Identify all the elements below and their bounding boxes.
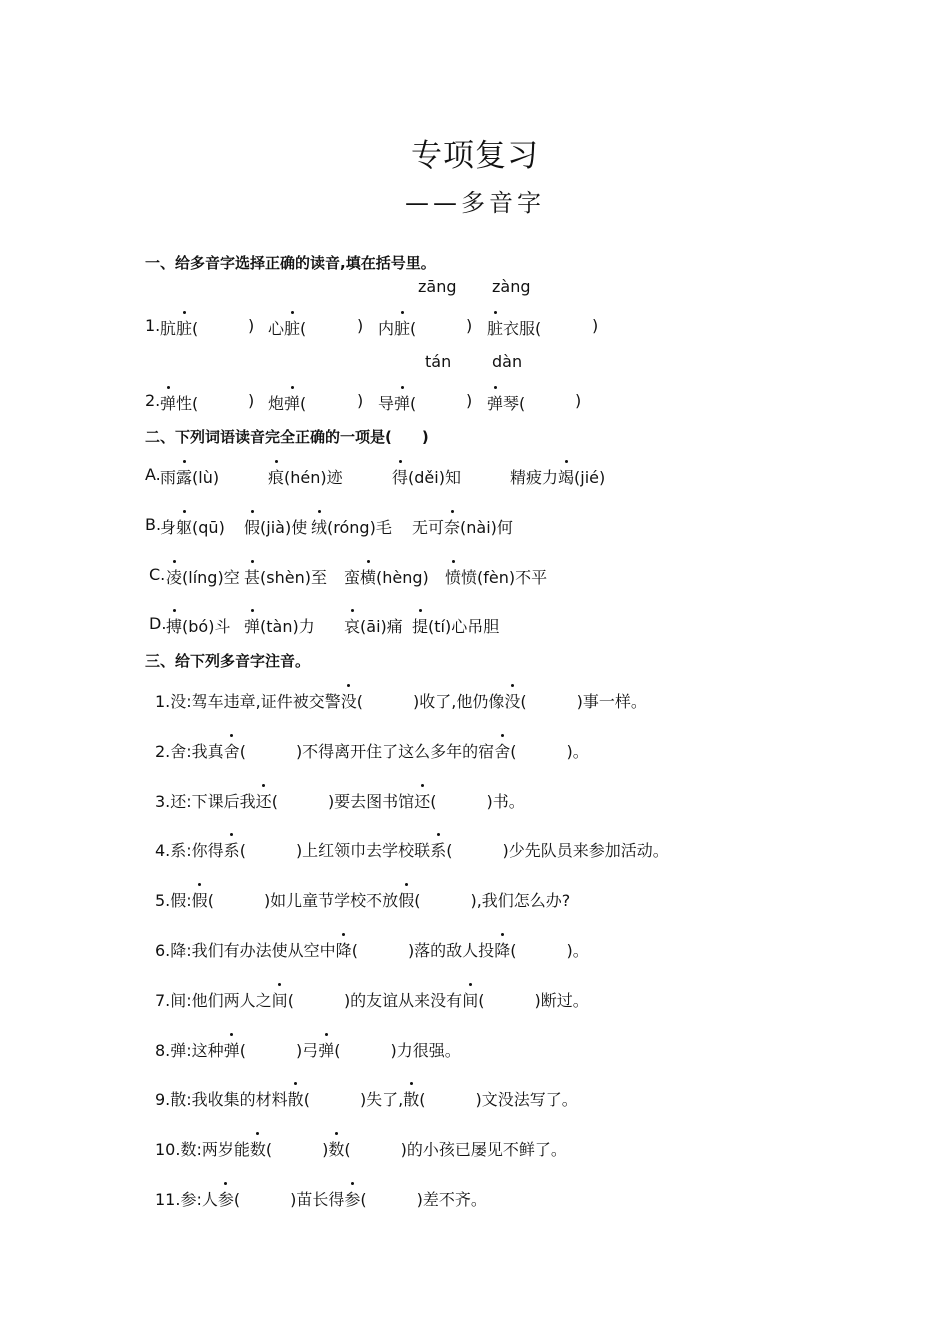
option-d-word-4: 提(tí)心吊胆 bbox=[412, 614, 499, 637]
q1-item-1: 肮脏( bbox=[160, 316, 198, 339]
q2-number: 2. bbox=[145, 391, 161, 410]
option-c-label: C. bbox=[149, 565, 166, 584]
option-c-word-1: 凌(líng)空 bbox=[166, 565, 240, 588]
q1-pinyin-1: zāng bbox=[418, 277, 457, 296]
q2-item-1: 弹性( bbox=[160, 391, 198, 414]
option-b-word-2: 假(jià)使 bbox=[244, 515, 307, 538]
q1-item-3: 内脏( bbox=[378, 316, 416, 339]
option-c-word-4: 愤愤(fèn)不平 bbox=[445, 565, 547, 588]
q3-item-6: 6.降:我们有办法使从空中降( )落的敌人投降( )。 bbox=[155, 938, 589, 961]
option-c-word-2: 甚(shèn)至 bbox=[244, 565, 327, 588]
q1-close-1: ) bbox=[248, 316, 255, 335]
q2-item-3: 导弹( bbox=[378, 391, 416, 414]
q2-close-3: ) bbox=[466, 391, 473, 410]
q2-item-4: 弹琴( bbox=[487, 391, 525, 414]
q3-item-3: 3.还:下课后我还( )要去图书馆还( )书。 bbox=[155, 789, 525, 812]
q3-item-10: 10.数:两岁能数( )数( )的小孩已屡见不鲜了。 bbox=[155, 1137, 567, 1160]
section2-heading: 二、下列词语读音完全正确的一项是( ) bbox=[145, 428, 429, 446]
q2-pinyin-1: tán bbox=[425, 352, 452, 371]
q2-close-4: ) bbox=[575, 391, 582, 410]
q3-item-4: 4.系:你得系( )上红领巾去学校联系( )少先队员来参加活动。 bbox=[155, 838, 669, 861]
option-a-word-2: 痕(hén)迹 bbox=[268, 465, 343, 488]
option-b-word-1: 身躯(qū) bbox=[160, 515, 225, 538]
q2-pinyin-2: dàn bbox=[492, 352, 523, 371]
q2-close-1: ) bbox=[248, 391, 255, 410]
option-d-word-3: 哀(āi)痛 bbox=[344, 614, 403, 637]
q3-item-5: 5.假:假( )如儿童节学校不放假( ),我们怎么办? bbox=[155, 888, 570, 911]
option-b-word-3: 绒(róng)毛 bbox=[311, 515, 392, 538]
section1-heading: 一、给多音字选择正确的读音,填在括号里。 bbox=[145, 254, 436, 272]
page-subtitle: ——多音字 bbox=[405, 189, 545, 217]
option-a-label: A. bbox=[145, 465, 161, 484]
q3-item-9: 9.散:我收集的材料散( )失了,散( )文没法写了。 bbox=[155, 1087, 578, 1110]
q1-number: 1. bbox=[145, 316, 161, 335]
q1-item-4: 脏衣服( bbox=[487, 316, 541, 339]
option-d-word-2: 弹(tàn)力 bbox=[244, 614, 315, 637]
option-a-word-1: 雨露(lù) bbox=[160, 465, 219, 488]
q2-item-2: 炮弹( bbox=[268, 391, 306, 414]
option-a-word-3: 得(děi)知 bbox=[392, 465, 461, 488]
q1-pinyin-2: zàng bbox=[492, 277, 531, 296]
option-d-word-1: 搏(bó)斗 bbox=[166, 614, 230, 637]
option-b-label: B. bbox=[145, 515, 162, 534]
option-a-word-4: 精疲力竭(jié) bbox=[510, 465, 605, 488]
q3-item-7: 7.间:他们两人之间( )的友谊从来没有间( )断过。 bbox=[155, 988, 589, 1011]
q1-close-3: ) bbox=[466, 316, 473, 335]
q1-close-2: ) bbox=[357, 316, 364, 335]
section3-heading: 三、给下列多音字注音。 bbox=[145, 652, 311, 670]
option-b-word-4: 无可奈(nài)何 bbox=[412, 515, 513, 538]
q2-close-2: ) bbox=[357, 391, 364, 410]
q1-item-2: 心脏( bbox=[268, 316, 306, 339]
option-d-label: D. bbox=[149, 614, 167, 633]
page-title: 专项复习 bbox=[411, 138, 539, 174]
q3-item-1: 1.没:驾车违章,证件被交警没( )收了,他仍像没( )事一样。 bbox=[155, 689, 647, 712]
q1-close-4: ) bbox=[592, 316, 599, 335]
q3-item-8: 8.弹:这种弹( )弓弹( )力很强。 bbox=[155, 1038, 461, 1061]
q3-item-11: 11.参:人参( )苗长得参( )差不齐。 bbox=[155, 1187, 487, 1210]
option-c-word-3: 蛮横(hèng) bbox=[344, 565, 429, 588]
q3-item-2: 2.舍:我真舍( )不得离开住了这么多年的宿舍( )。 bbox=[155, 739, 589, 762]
